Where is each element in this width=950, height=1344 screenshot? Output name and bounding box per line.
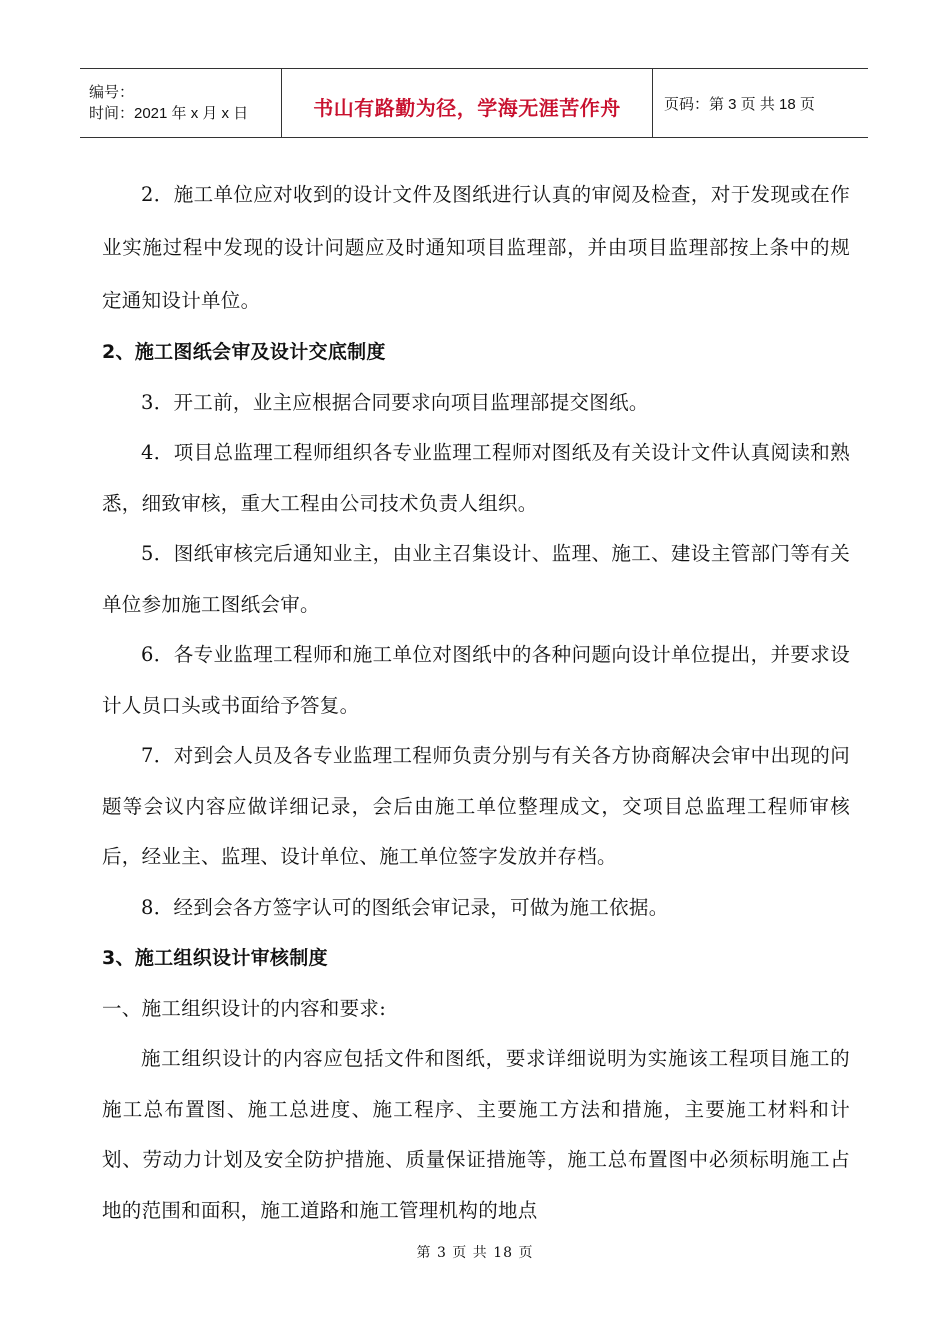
- page-header: [80, 68, 868, 138]
- header-motto: 书山有路勤为径，学海无涯苦作舟: [313, 95, 621, 120]
- header-page-info: 页码：第 3 页 共 18 页: [664, 95, 815, 113]
- document-date-label: 时间：2021 年 x 月 x 日: [89, 105, 249, 122]
- header-motto-cell: [282, 69, 653, 137]
- subheading-content-requirements: 一、施工组织设计的内容和要求:: [102, 996, 387, 1020]
- paragraph-3: 3．开工前，业主应根据合同要求向项目监理部提交图纸。: [141, 390, 649, 414]
- paragraph-5: 5．图纸审核完后通知业主，由业主召集设计、监理、施工、建设主管部门等有关单位参加施工图纸会审。: [102, 542, 850, 616]
- section-heading-drawing-review: 2、施工图纸会审及设计交底制度: [102, 341, 386, 363]
- paragraph-6: 6．各专业监理工程师和施工单位对图纸中的各种问题向设计单位提出，并要求设计人员口头或书面给予答复。: [102, 643, 850, 717]
- page-footer: 第 3 页 共 18 页: [416, 1245, 534, 1261]
- paragraph-2: 2．施工单位应对收到的设计文件及图纸进行认真的审阅及检查，对于发现或在作业实施过程中发现的设计问题应及时通知项目监理部，并由项目监理部按上条中的规定通知设计单位。: [102, 183, 850, 312]
- paragraph-construction-design-content: 施工组织设计的内容应包括文件和图纸，要求详细说明为实施该工程项目施工的施工总布置图、施工总进度、施工程序、主要施工方法和措施，主要施工材料和计划、劳动力计划及安全防护措施、质量保证措施等，施工总布置图中必须标明施工占地的范围和面积，施工道路和施工管理机构的地点: [102, 1047, 850, 1222]
- document-number-label: 编号：: [89, 84, 135, 101]
- paragraph-8: 8．经到会各方签字认可的图纸会审记录，可做为施工依据。: [141, 895, 669, 919]
- header-page-info-cell: [653, 69, 868, 137]
- section-heading-construction-design-review: 3、施工组织设计审核制度: [102, 947, 328, 969]
- document-body: [102, 168, 850, 1236]
- paragraph-7: 7．对到会人员及各专业监理工程师负责分别与有关各方协商解决会审中出现的问题等会议内容应做详细记录，会后由施工单位整理成文，交项目总监理工程师审核后，经业主、监理、设计单位、施工单位签字发放并存档。: [102, 744, 850, 868]
- header-meta: [80, 69, 282, 137]
- paragraph-4: 4．项目总监理工程师组织各专业监理工程师对图纸及有关设计文件认真阅读和熟悉，细致审核，重大工程由公司技术负责人组织。: [102, 441, 850, 515]
